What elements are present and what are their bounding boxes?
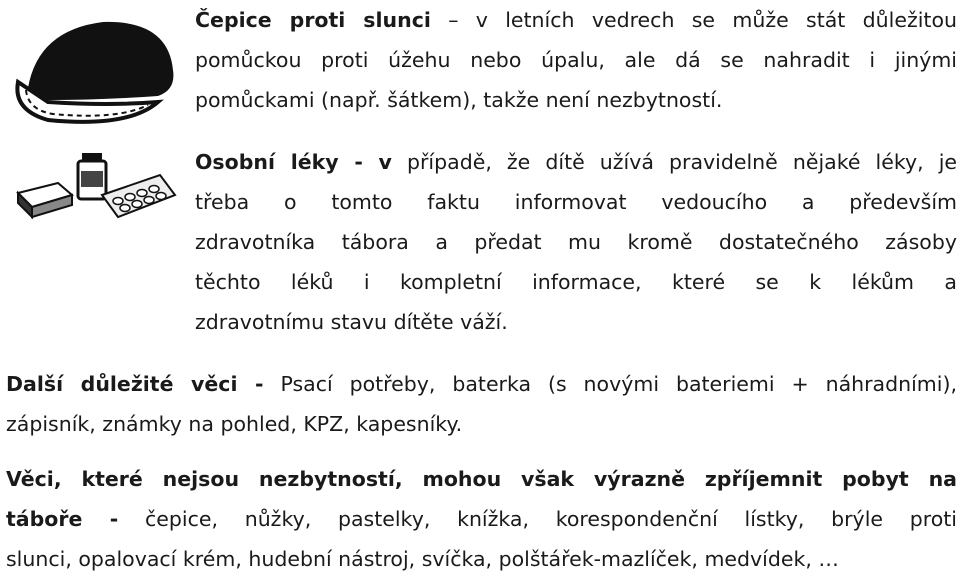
cap-icon xyxy=(8,10,183,125)
optional-items-paragraph xyxy=(6,459,957,579)
text-line xyxy=(195,40,957,80)
text-line xyxy=(195,302,957,342)
text-line xyxy=(195,222,957,262)
text-run: zápisník, známky na pohled, KPZ, kapesníky. xyxy=(6,412,463,436)
medicine-paragraph xyxy=(195,142,957,342)
text-run: – v letních vedrech se může stát důležitou xyxy=(430,8,957,32)
text-line xyxy=(6,459,957,499)
text-run: slunci, opalovací krém, hudební nástroj, svíčka, polštářek-mazlíček, medvídek, … xyxy=(6,547,839,571)
text-line xyxy=(195,142,957,182)
other-items-paragraph xyxy=(6,364,957,444)
text-run: Psací potřeby, baterka (s novými bateriemi + náhradními), xyxy=(263,372,957,396)
text-line xyxy=(195,262,957,302)
text-run: zdravotnímu stavu dítěte váží. xyxy=(195,310,508,334)
text-line xyxy=(6,499,957,539)
cap-paragraph xyxy=(195,0,957,120)
bold-term: táboře - xyxy=(6,507,119,531)
medicine-icon xyxy=(10,145,180,225)
text-run: pomůckami (např. šátkem), takže není nezbytností. xyxy=(195,88,723,112)
bold-term: Věci, které nejsou nezbytností, mohou však výrazně zpříjemnit pobyt na xyxy=(6,467,957,491)
text-line xyxy=(195,182,957,222)
text-run: pomůckou proti úžehu nebo úpalu, ale dá se nahradit i jinými xyxy=(195,48,957,72)
bold-term: Další důležité věci - xyxy=(6,372,264,396)
text-line xyxy=(6,404,957,444)
text-run: třeba o tomto faktu informovat vedoucího a především xyxy=(195,190,957,214)
text-line xyxy=(6,539,957,579)
bold-term: Čepice proti slunci xyxy=(195,8,431,32)
text-line xyxy=(195,80,957,120)
text-run: zdravotníka tábora a předat mu kromě dostatečného zásoby xyxy=(195,230,957,254)
bold-term: Osobní léky - v xyxy=(195,150,392,174)
text-run: čepice, nůžky, pastelky, knížka, korespondenční lístky, brýle proti xyxy=(118,507,957,531)
text-run: případě, že dítě užívá pravidelně nějaké léky, je xyxy=(391,150,958,174)
text-line xyxy=(6,364,957,404)
text-run: těchto léků i kompletní informace, které se k lékům a xyxy=(195,270,957,294)
text-line xyxy=(195,0,957,40)
